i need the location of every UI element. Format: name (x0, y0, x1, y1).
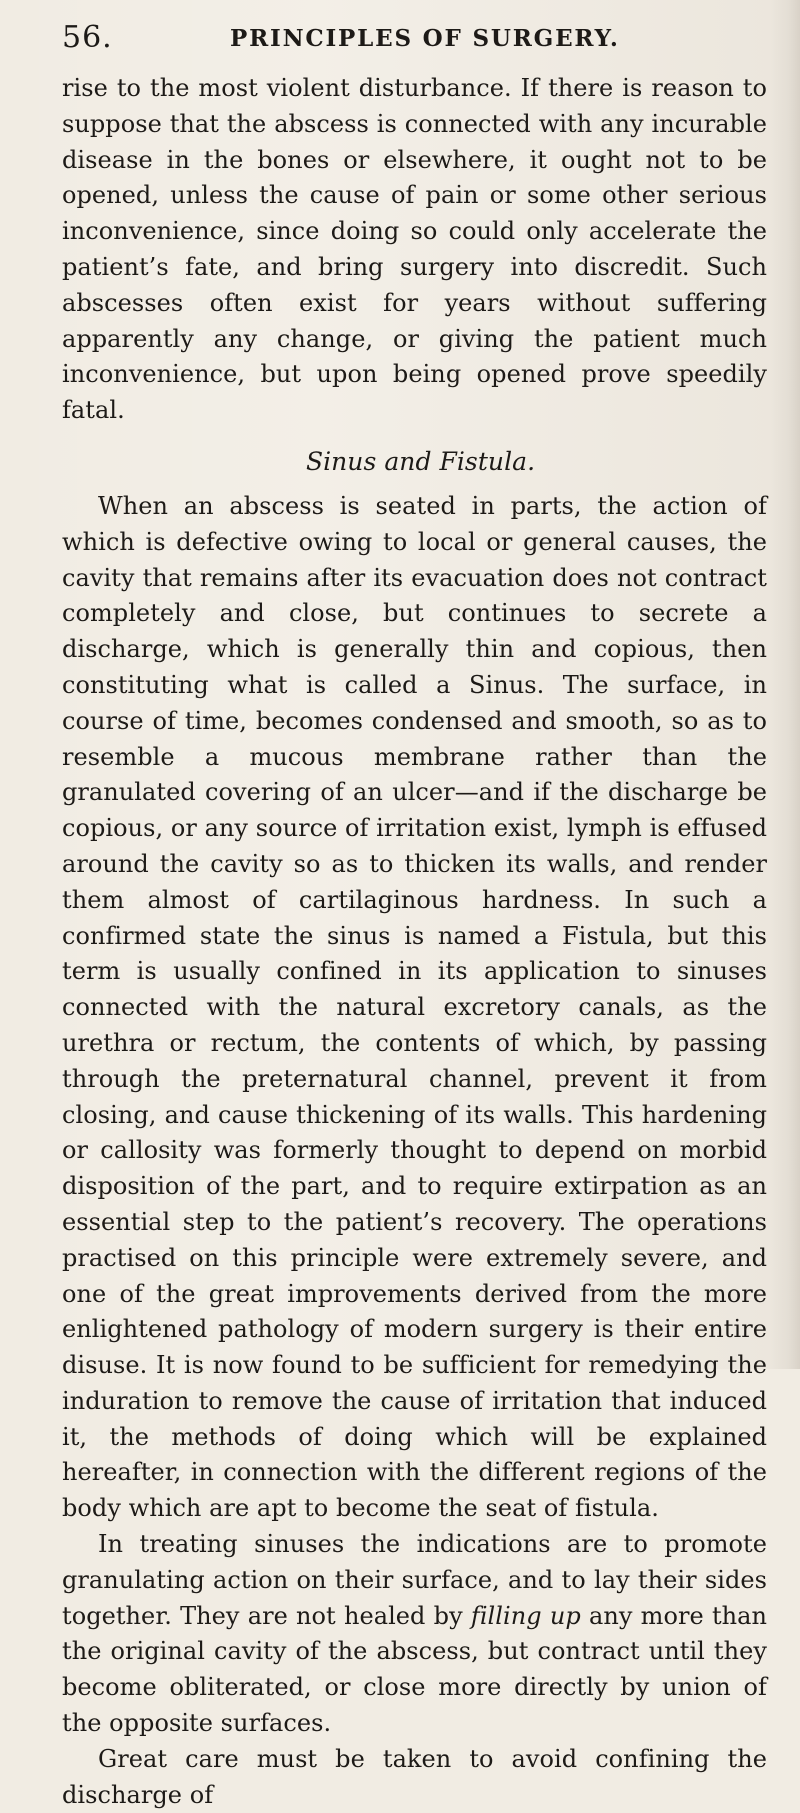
paragraph-continued: rise to the most violent disturbance. If there is reason to suppose that the abscess is connected with any incurable disease in the bones or elsewhere, it ought not to be opened, unless the cause of pain or some other serious inconvenience, since doing so could only accelerate the patient’s fate, and bring surgery into discredit. Such abscesses often exist for years without suffering apparently any change, or giving the patient much inconvenience, but upon being opened prove speedily fatal. (62, 74, 767, 425)
paragraph-great-care: Great care must be taken to avoid confining the discharge of (62, 1744, 767, 1809)
section-heading: Sinus and Fistula. (305, 446, 536, 476)
paragraph-sinus-fistula: When an abscess is seated in parts, the action of which is defective owing to local or general causes, the cavity that remains after its evacuation does not contract completely and close, but continues to secrete a discharge, which is generally thin and copious, then constituting what is called a Sinus. The surface, in course of time, becomes condensed and smooth, so as to resemble a mucous membrane rather than the granulated covering of an ulcer—and if the discharge be copious, or any source of irritation exist, lymph is effused around the cavity so as to thicken its walls, and render them almost of cartilaginous hardness. In such a confirmed state the sinus is named a Fistula, but this term is usually confined in its application to sinuses connected with the natural excretory canals, as the urethra or rectum, the contents of which, by passing through the preternatural channel, prevent it from closing, and cause thickening of its walls. This hardening or callosity was formerly thought to depend on morbid disposition of the part, and to require extirpation as an essential step to the patient’s recovery. The operations practised on this principle were extremely severe, and one of the great improvements derived from the more enlightened pathology of modern surgery is their entire disuse. It is now found to be sufficient for remedying the induration to remove the cause of irritation that induced it, the methods of doing which will be explained hereafter, in connection with the different regions of the body which are apt to become the seat of fistula. (62, 491, 767, 1523)
paragraph-treating-sinuses (62, 1527, 767, 1742)
paragraph-text-start: In treating sinuses the indications are to promote granulating action on their surface, and to lay their sides together. They are not healed by (62, 1530, 767, 1630)
italic-phrase: filling up (470, 1601, 581, 1630)
page-edge-shadow (770, 0, 800, 1369)
page-header (62, 18, 752, 58)
page-number: 56. (62, 20, 113, 55)
paragraph-text-end: any more than the original cavity of the abscess, but contract until they become obliterated, or close more directly by union of the opposite surfaces. (62, 1601, 768, 1738)
page-body (62, 71, 767, 1813)
running-head: PRINCIPLES OF SURGERY. (230, 25, 620, 52)
